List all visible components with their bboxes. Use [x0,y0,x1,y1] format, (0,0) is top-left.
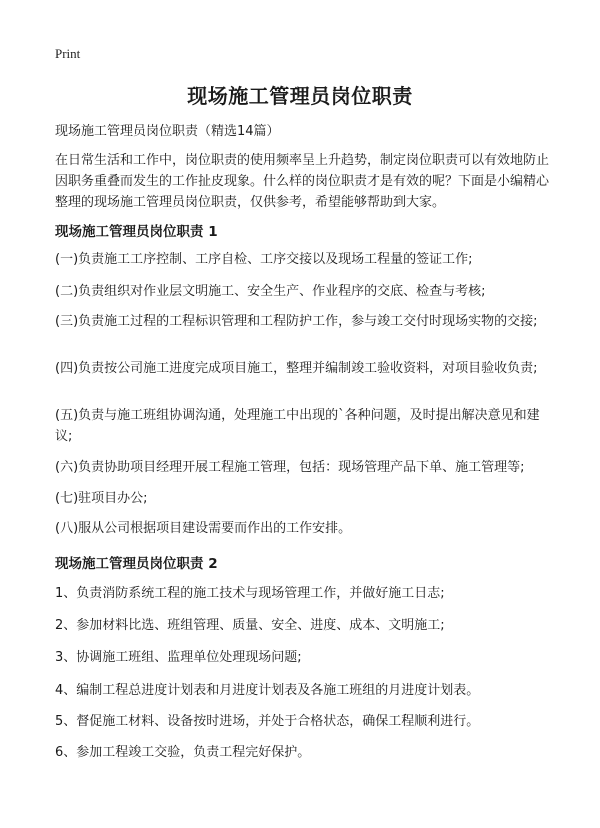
section-1-item: (一)负责施工工序控制、工序自检、工序交接以及现场工程量的签证工作; [55,252,473,267]
print-label[interactable]: Print [55,46,81,61]
section-1-item: (七)驻项目办公; [55,491,148,506]
section-2-item: 5、督促施工材料、设备按时进场，并处于合格状态，确保工程顺利进行。 [55,714,480,729]
intro-paragraph: 在日常生活和工作中，岗位职责的使用频率呈上升趋势，制定岗位职责可以有效地防止因职务重叠而发生的工作扯皮现象。什么样的岗位职责才是有效的呢？下面是小编精心整理的现场施工管理员岗位职责，仅供参考，希望能够帮助到大家。 [55,153,550,210]
section-1-item: (六)负责协助项目经理开展工程施工管理，包括：现场管理产品下单、施工管理等; [55,460,525,475]
section-1-item: (三)负责施工过程的工程标识管理和工程防护工作，参与竣工交付时现场实物的交接; [55,314,538,329]
section-1-item: (五)负责与施工班组协调沟通，处理施工中出现的`各种问题，及时提出解决意见和建议; [55,408,540,444]
section-2-item: 1、负责消防系统工程的施工技术与现场管理工作，并做好施工日志; [55,586,445,601]
section-2-item: 3、协调施工班组、监理单位处理现场问题; [55,650,302,665]
document-title: 现场施工管理员岗位职责 [187,84,413,108]
section-2-item: 4、编制工程总进度计划表和月进度计划表及各施工班组的月进度计划表。 [55,683,480,698]
section-1-item: (八)服从公司根据项目建设需要而作出的工作安排。 [55,521,352,536]
section-2-item: 6、参加工程竣工交验，负责工程完好保护。 [55,745,311,760]
section-1-item: (二)负责组织对作业层文明施工、安全生产、作业程序的交底、检查与考核; [55,284,486,299]
document-subtitle: 现场施工管理员岗位职责（精选14篇） [55,124,280,139]
section-2-item: 2、参加材料比选、班组管理、质量、安全、进度、成本、文明施工; [55,618,445,633]
section-1-heading: 现场施工管理员岗位职责 1 [55,224,218,240]
section-2-heading: 现场施工管理员岗位职责 2 [55,556,218,572]
section-1-item: (四)负责按公司施工进度完成项目施工，整理并编制竣工验收资料，对项目验收负责; [55,361,538,376]
